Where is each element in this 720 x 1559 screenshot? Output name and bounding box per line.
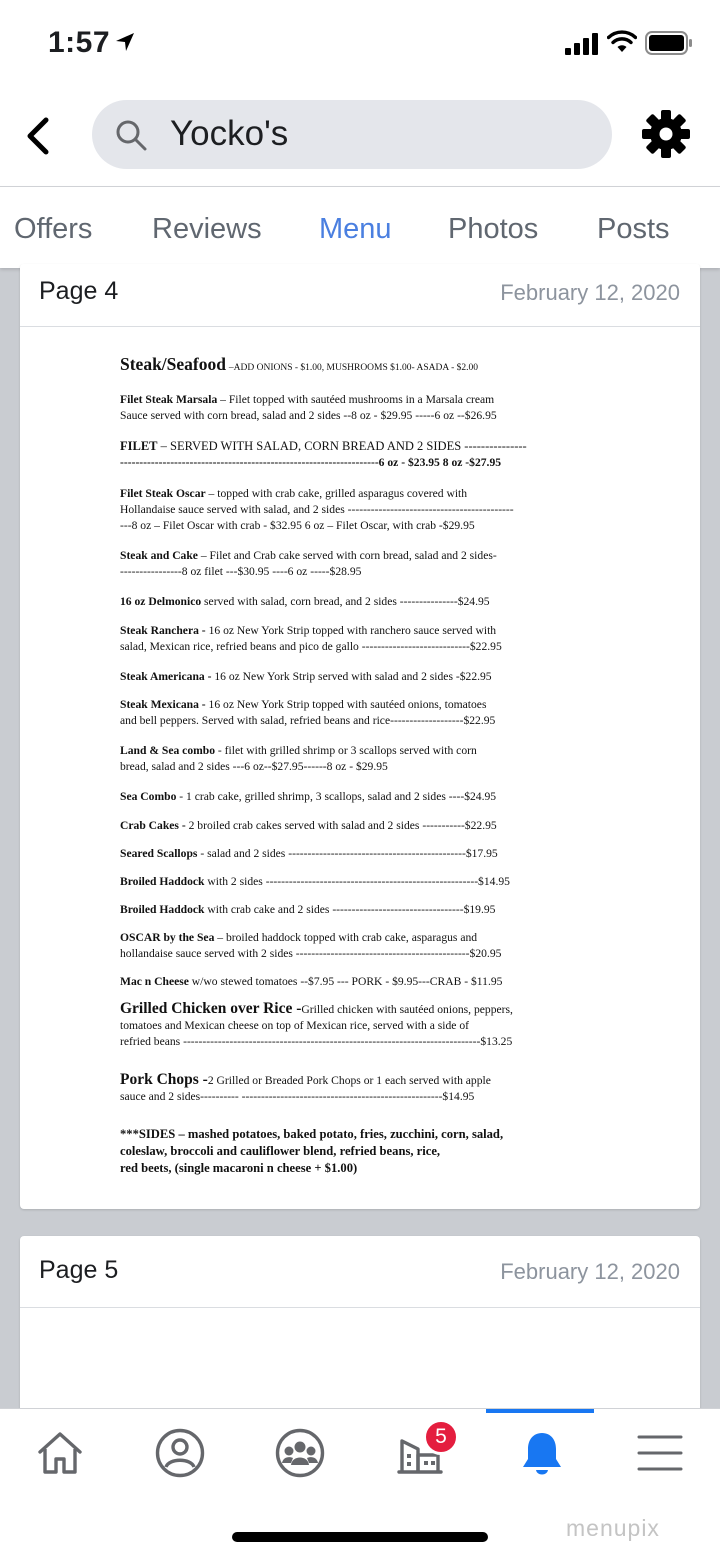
menu-item-detail: ---8 oz – Filet Oscar with crab - $32.95 6 oz – Filet Oscar, with crab -$29.95 (120, 519, 475, 532)
sides-line: coleslaw, broccoli and cauliflower blend, refried beans, rice, (120, 1144, 441, 1158)
battery-icon (645, 31, 693, 55)
sides-line: ***SIDES – mashed potatoes, baked potato, fries, zucchini, corn, salad, (120, 1127, 504, 1141)
search-query: Yocko's (170, 114, 289, 153)
tab-posts[interactable]: Posts (597, 213, 670, 245)
menu-page-card[interactable] (20, 264, 700, 1209)
gear-icon[interactable] (640, 108, 692, 160)
menu-item (120, 594, 602, 610)
tab-menu[interactable]: Menu (319, 213, 392, 245)
menu-item (120, 438, 602, 471)
menu-item-name: Steak Mexicana - (120, 698, 206, 711)
menu-item-name: Broiled Haddock (120, 903, 205, 916)
menu-item-desc: 16 oz New York Strip topped with sautéed onions, tomatoes (205, 698, 487, 711)
menu-item-name: 16 oz Delmonico (120, 595, 202, 608)
groups-icon[interactable] (274, 1427, 326, 1479)
active-nav-indicator (486, 1409, 594, 1413)
menu-item (120, 902, 602, 918)
menu-item (120, 486, 602, 534)
menu-item (120, 1001, 602, 1050)
menu-item-desc: – Filet and Crab cake served with corn bread, salad and 2 sides- (197, 549, 497, 562)
menu-item (120, 548, 602, 580)
menu-item-name: FILET (120, 439, 158, 453)
wifi-icon (607, 30, 637, 54)
menu-item-desc: with crab cake and 2 sides ----------------------------------$19.95 (204, 903, 496, 916)
menu-item-detail: salad, Mexican rice, refried beans and pico de gallo ----------------------------$22.95 (120, 640, 502, 653)
menu-item-detail: refried beans -----------------------------------------------------------------------------$13.25 (120, 1035, 513, 1048)
tab-bar (0, 186, 720, 268)
menu-item-name: Steak Ranchera - (120, 624, 206, 637)
notifications-bell-icon[interactable] (516, 1427, 568, 1479)
menu-item-detail: ----------------8 oz filet ---$30.95 ----6 oz -----$28.95 (120, 565, 362, 578)
menu-item-desc: – broiled haddock topped with crab cake, asparagus and (214, 931, 478, 944)
menu-item-name: Steak Americana - (120, 670, 212, 683)
home-icon[interactable] (34, 1427, 86, 1479)
menu-item (120, 743, 602, 775)
tab-offers[interactable]: Offers (14, 213, 93, 245)
menu-item-name: Grilled Chicken over Rice - (120, 1000, 302, 1017)
menu-item-name: Broiled Haddock (120, 875, 205, 888)
menu-item-desc: 2 Grilled or Breaded Pork Chops or 1 each served with apple (207, 1074, 491, 1087)
notification-count-badge: 5 (423, 1419, 459, 1455)
back-arrow-icon[interactable] (22, 116, 56, 156)
menu-item-desc: – SERVED WITH SALAD, CORN BREAD AND 2 SIDES --------------- (157, 439, 527, 453)
card-header (20, 1236, 700, 1308)
menu-page-card[interactable] (20, 1236, 700, 1426)
menu-item-name: Sea Combo (120, 790, 177, 803)
menu-item-name: Seared Scallops (120, 847, 198, 860)
menu-item-desc: - 1 crab cake, grilled shrimp, 3 scallops, salad and 2 sides ----$24.95 (176, 790, 497, 803)
search-bar[interactable] (92, 100, 612, 169)
status-bar (0, 0, 720, 88)
menu-item-detail: hollandaise sauce served with 2 sides ---------------------------------------------$20.95 (120, 947, 502, 960)
menu-item (120, 392, 602, 424)
menu-item (120, 874, 602, 890)
menu-item-desc: - salad and 2 sides ----------------------------------------------$17.95 (197, 847, 498, 860)
menu-item-desc: with 2 sides -------------------------------------------------------$14.95 (204, 875, 510, 888)
menu-item-desc: w/wo stewed tomatoes --$7.95 --- PORK - $9.95---CRAB - $11.95 (188, 975, 503, 988)
menu-hamburger-icon[interactable] (634, 1427, 686, 1479)
menu-item-desc: 2 broiled crab cakes served with salad and 2 sides -----------$22.95 (185, 819, 497, 832)
menu-item-name: Pork Chops - (120, 1071, 208, 1088)
menu-item (120, 697, 602, 729)
menu-item (120, 1072, 602, 1105)
watermark: menupix (566, 1515, 660, 1541)
menu-item-detail: Hollandaise sauce served with salad, and 2 sides ------------------------------------------- (120, 503, 514, 516)
location-arrow-icon (114, 31, 136, 53)
menu-item-detail: and bell peppers. Served with salad, refried beans and rice-------------------$22.95 (120, 714, 496, 727)
menu-item-name: Mac n Cheese (120, 975, 189, 988)
cellular-signal-icon (565, 33, 599, 55)
menu-item-name: Steak and Cake (120, 549, 198, 562)
menu-item-desc: Grilled chicken with sautéed onions, peppers, (301, 1003, 513, 1016)
menu-heading-line (120, 356, 602, 376)
menu-heading: Steak/Seafood (120, 354, 226, 374)
menu-item (120, 846, 602, 862)
menu-item (120, 669, 602, 685)
tab-photos[interactable]: Photos (448, 213, 539, 245)
menu-item-detail: bread, salad and 2 sides ---6 oz--$27.95------8 oz - $29.95 (120, 760, 388, 773)
card-title: Page 4 (39, 277, 119, 305)
home-indicator[interactable] (232, 1532, 488, 1542)
card-date: February 12, 2020 (500, 280, 680, 305)
menu-item-detail: Sauce served with corn bread, salad and 2 sides --8 oz - $29.95 -----6 oz --$26.95 (120, 409, 497, 422)
menu-item-desc: 16 oz New York Strip topped with ranchero sauce served with (205, 624, 497, 637)
menu-item-name: Land & Sea combo (120, 744, 216, 757)
menu-heading-note: –ADD ONIONS - $1.00, MUSHROOMS $1.00- ASADA - $2.00 (228, 363, 479, 373)
menu-item (120, 623, 602, 655)
menu-item (120, 789, 602, 805)
tab-reviews[interactable]: Reviews (152, 213, 262, 245)
card-header (20, 264, 700, 327)
menu-item-desc: – Filet topped with sautéed mushrooms in a Marsala cream (217, 393, 495, 406)
menu-item (120, 818, 602, 834)
card-title: Page 5 (39, 1256, 119, 1284)
menu-item-name: OSCAR by the Sea (120, 931, 215, 944)
app-header (0, 88, 720, 186)
menu-item-desc: served with salad, corn bread, and 2 sides ---------------$24.95 (201, 595, 490, 608)
menu-item-detail: tomatoes and Mexican cheese on top of Mexican rice, served with a side of (120, 1019, 469, 1032)
profile-icon[interactable] (154, 1427, 206, 1479)
menu-item (120, 974, 602, 990)
menu-item-desc: - filet with grilled shrimp or 3 scallops served with corn (215, 744, 477, 757)
menu-item-name: Filet Steak Oscar (120, 487, 206, 500)
card-date: February 12, 2020 (500, 1259, 680, 1284)
status-time: 1:57 (48, 26, 111, 59)
sides-note (120, 1126, 602, 1177)
menu-item-detail: -------------------------------------------------------------------6 oz - $23.95 8 oz -$27.95 (120, 456, 502, 469)
menu-item-name: Filet Steak Marsala (120, 393, 218, 406)
menu-item-desc: – topped with crab cake, grilled asparagus covered with (205, 487, 468, 500)
menu-item-name: Crab Cakes - (120, 819, 186, 832)
sides-line: red beets, (single macaroni n cheese + $1.00) (120, 1161, 358, 1175)
search-icon (114, 118, 148, 152)
menu-item-detail: sauce and 2 sides---------- ----------------------------------------------------$14.95 (120, 1090, 475, 1103)
menu-item (120, 930, 602, 962)
menu-item-desc: 16 oz New York Strip served with salad and 2 sides -$22.95 (211, 670, 492, 683)
